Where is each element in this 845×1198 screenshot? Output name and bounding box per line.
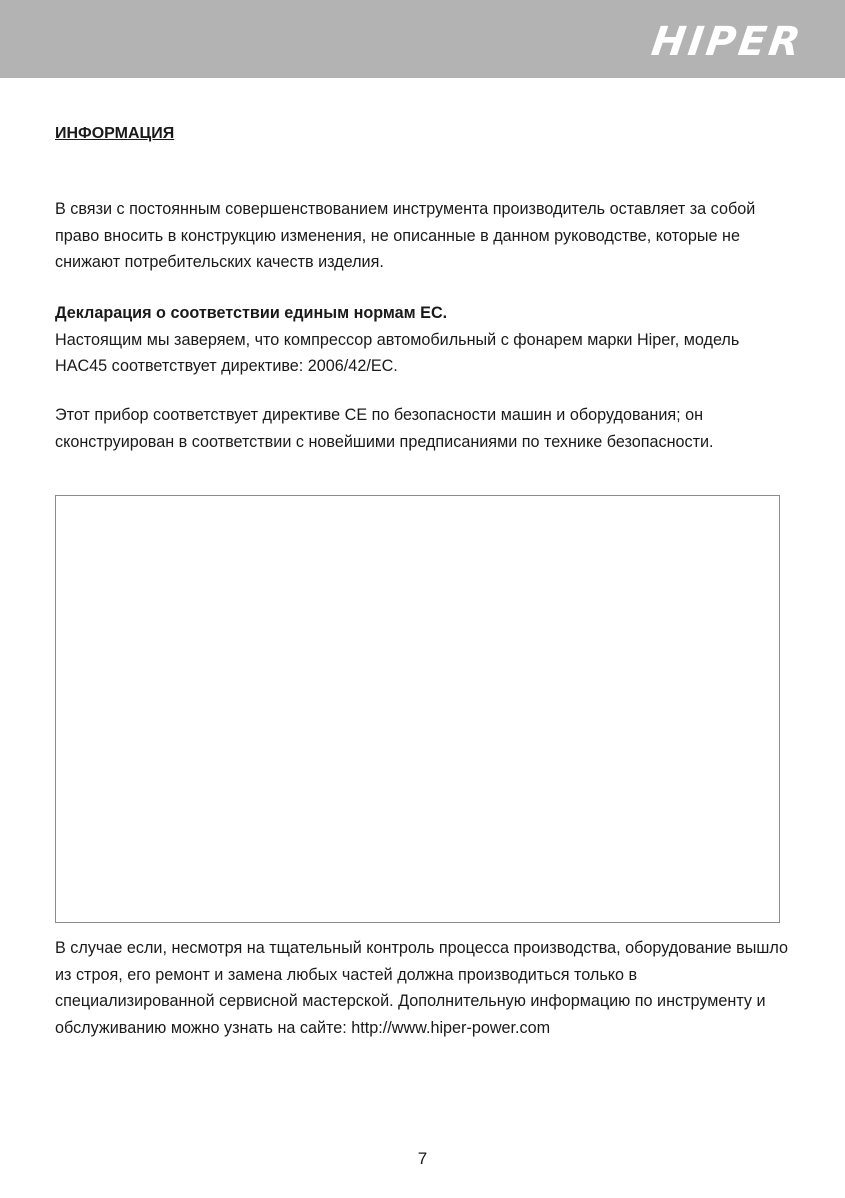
intro-paragraph: В связи с постоянным совершенствованием инструмента производитель оставляет за собой право вносить в конструкцию изменения, не описанные в данном руководстве, которые не снижают потребительских качеств изделия. <box>55 200 756 271</box>
declaration-text: Настоящим мы заверяем, что компрессор автомобильный с фонарем марки Hiper, модель HAC45 соответствует директиве: 2006/42/EC. <box>55 330 740 375</box>
brand-logo: HIPER <box>648 19 807 65</box>
declaration-block <box>55 300 790 380</box>
declaration-title: Декларация о соответствии единым нормам ЕС. <box>55 304 448 322</box>
ce-compliance-paragraph: Этот прибор соответствует директиве CE по безопасности машин и оборудования; он сконструирован в соответствии с новейшими предписаниями по технике безопасности. <box>55 406 714 451</box>
page-number: 7 <box>417 1149 428 1168</box>
service-paragraph: В случае если, несмотря на тщательный контроль процесса производства, оборудование вышло из строя, его ремонт и замена любых частей должна производиться только в специализированной сервисной мастерской. Дополнительную информацию по инструменту и обслуживанию можно узнать на сайте: http://www.hiper-power.com <box>55 939 788 1037</box>
image-placeholder-frame <box>55 495 780 923</box>
header-band <box>0 0 845 78</box>
section-title: ИНФОРМАЦИЯ <box>55 125 175 142</box>
